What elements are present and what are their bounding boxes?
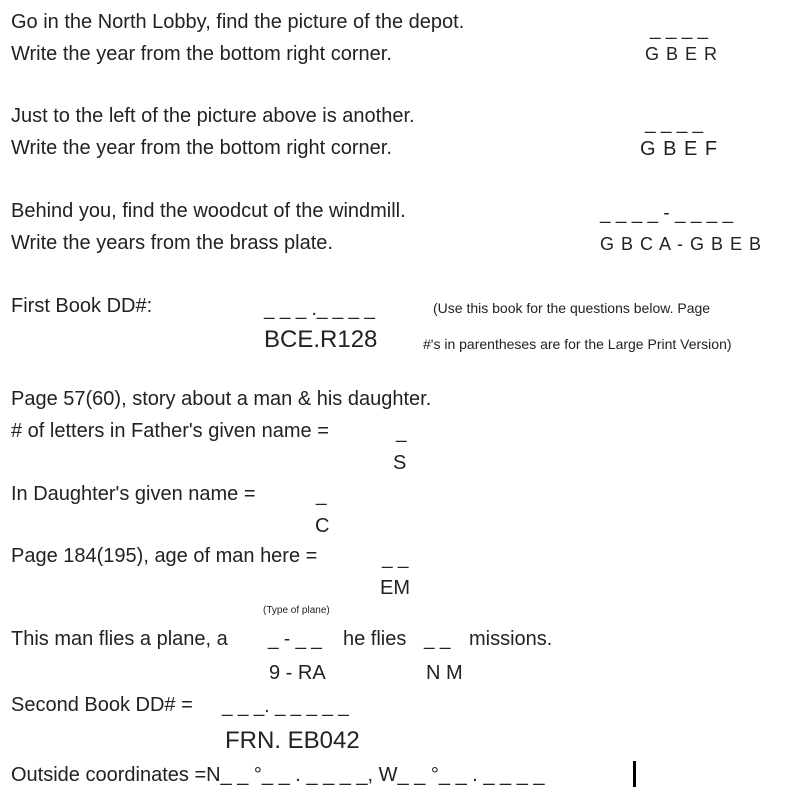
q2-instruction-line2: Write the year from the bottom right corner.: [11, 137, 392, 159]
q3-answer-code: G B C A - G B E B: [600, 234, 763, 254]
story-intro: Page 57(60), story about a man & his daughter.: [11, 388, 432, 410]
q2-instruction-line1: Just to the left of the picture above is another.: [11, 105, 415, 127]
missions-code: N M: [426, 662, 463, 684]
q3-instruction-line1: Behind you, find the woodcut of the windmill.: [11, 200, 406, 222]
daughter-name-question: In Daughter's given name =: [11, 483, 256, 505]
q1-answer-blank: _ _ _ _: [650, 19, 709, 40]
q3-answer-blank: _ _ _ _ - _ _ _ _: [600, 203, 734, 224]
father-name-code: S: [393, 452, 407, 474]
first-book-note-line2: #'s in parentheses are for the Large Print Version): [423, 336, 732, 352]
plane-question-part3: missions.: [469, 628, 553, 650]
q1-answer-code: G B E R: [645, 44, 719, 64]
missions-blank: _ _: [424, 629, 451, 650]
age-question: Page 184(195), age of man here =: [11, 545, 318, 567]
second-book-label: Second Book DD# =: [11, 694, 193, 716]
plane-question-part1: This man flies a plane, a: [11, 628, 228, 650]
second-book-code: FRN. EB042: [225, 727, 360, 754]
daughter-name-code: C: [315, 515, 330, 537]
q1-instruction-line1: Go in the North Lobby, find the picture of the depot.: [11, 11, 465, 33]
plane-type-blank: _ - _ _: [268, 629, 322, 650]
q2-answer-code: G B E F: [640, 138, 719, 160]
q3-instruction-line2: Write the years from the brass plate.: [11, 232, 333, 254]
first-book-blank: _ _ _ ._ _ _ _: [264, 299, 375, 320]
plane-type-code: 9 - RA: [269, 662, 326, 684]
daughter-name-blank: _: [316, 485, 327, 506]
outside-coordinates: Outside coordinates =N_ _ °_ _ . _ _ _ _, W_ _ °_ _ . _ _ _ _: [11, 764, 545, 786]
age-blank: _ _: [382, 548, 409, 569]
father-name-blank: _: [396, 422, 407, 443]
first-book-note-line1: (Use this book for the questions below. Page: [433, 300, 711, 316]
plane-type-note: (Type of plane): [263, 605, 330, 616]
q2-answer-blank: _ _ _ _: [645, 113, 704, 134]
father-name-question: # of letters in Father's given name =: [11, 420, 329, 442]
second-book-blank: _ _ _. _ _ _ _ _: [222, 696, 349, 717]
first-book-label: First Book DD#:: [11, 295, 153, 317]
text-cursor: [633, 761, 636, 787]
q1-instruction-line2: Write the year from the bottom right corner.: [11, 43, 392, 65]
age-code: EM: [380, 577, 410, 599]
plane-question-part2: he flies: [343, 628, 407, 650]
first-book-code: BCE.R128: [264, 326, 378, 353]
